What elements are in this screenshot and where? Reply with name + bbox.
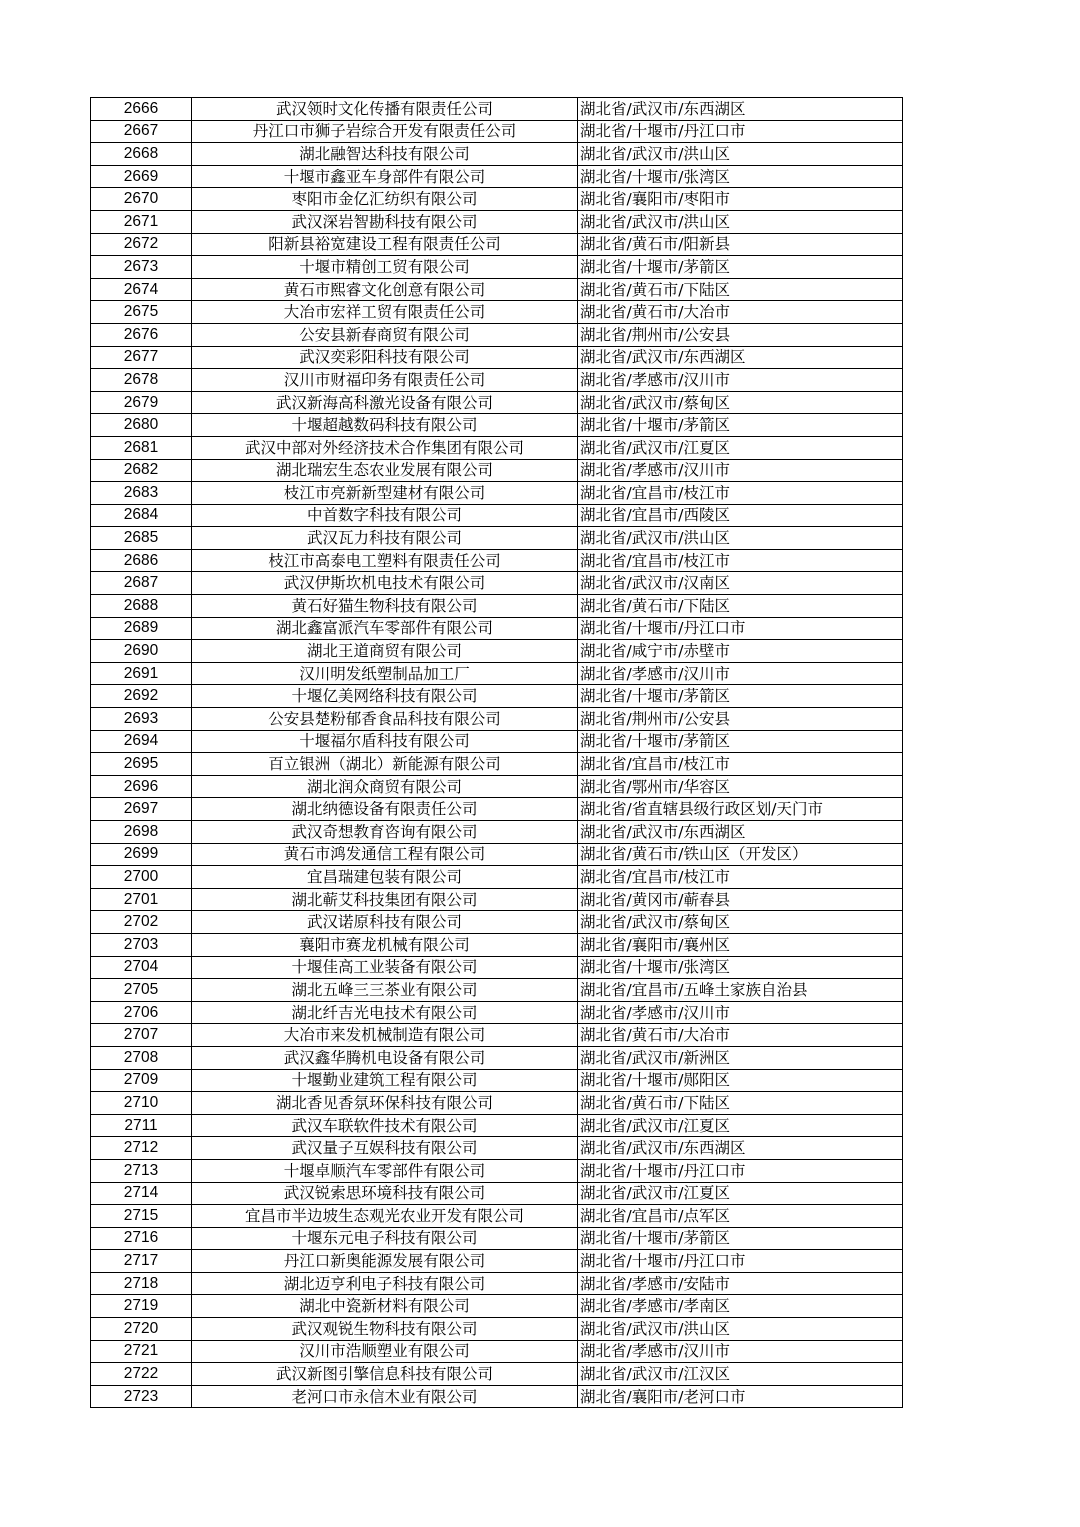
- row-number-cell: 2723: [91, 1385, 192, 1408]
- company-name-cell: 宜昌市半边坡生态观光农业开发有限公司: [192, 1205, 578, 1228]
- region-cell: 湖北省/武汉市/江夏区: [578, 436, 903, 459]
- region-cell: 湖北省/黄石市/阳新县: [578, 233, 903, 256]
- region-cell: 湖北省/襄阳市/襄州区: [578, 933, 903, 956]
- region-cell: 湖北省/武汉市/东西湖区: [578, 1137, 903, 1160]
- company-name-cell: 中首数字科技有限公司: [192, 504, 578, 527]
- row-number-cell: 2678: [91, 369, 192, 392]
- table-row: [91, 753, 903, 776]
- row-number-cell: 2689: [91, 617, 192, 640]
- company-name-cell: 武汉奇想教育咨询有限公司: [192, 821, 578, 844]
- table-row: [91, 775, 903, 798]
- table-row: [91, 120, 903, 143]
- row-number-cell: 2715: [91, 1205, 192, 1228]
- table-row: [91, 956, 903, 979]
- company-name-cell: 丹江口市狮子岩综合开发有限责任公司: [192, 120, 578, 143]
- row-number-cell: 2710: [91, 1092, 192, 1115]
- company-name-cell: 武汉诺原科技有限公司: [192, 911, 578, 934]
- row-number-cell: 2701: [91, 888, 192, 911]
- company-name-cell: 湖北鑫富派汽车零部件有限公司: [192, 617, 578, 640]
- company-name-cell: 老河口市永信木业有限公司: [192, 1385, 578, 1408]
- region-cell: 湖北省/襄阳市/枣阳市: [578, 188, 903, 211]
- row-number-cell: 2679: [91, 391, 192, 414]
- row-number-cell: 2707: [91, 1024, 192, 1047]
- table-row: [91, 165, 903, 188]
- company-name-cell: 武汉深岩智勘科技有限公司: [192, 210, 578, 233]
- table-row: [91, 1295, 903, 1318]
- company-name-cell: 黄石市鸿发通信工程有限公司: [192, 843, 578, 866]
- row-number-cell: 2681: [91, 436, 192, 459]
- region-cell: 湖北省/武汉市/洪山区: [578, 527, 903, 550]
- company-name-cell: 武汉车联软件技术有限公司: [192, 1114, 578, 1137]
- region-cell: 湖北省/十堰市/茅箭区: [578, 256, 903, 279]
- table-row: [91, 1205, 903, 1228]
- row-number-cell: 2686: [91, 549, 192, 572]
- region-cell: 湖北省/孝感市/孝南区: [578, 1295, 903, 1318]
- company-name-cell: 丹江口新奥能源发展有限公司: [192, 1250, 578, 1273]
- region-cell: 湖北省/孝感市/安陆市: [578, 1272, 903, 1295]
- row-number-cell: 2711: [91, 1114, 192, 1137]
- table-row: [91, 1227, 903, 1250]
- region-cell: 湖北省/十堰市/张湾区: [578, 165, 903, 188]
- company-name-cell: 十堰福尔盾科技有限公司: [192, 730, 578, 753]
- table-row: [91, 323, 903, 346]
- row-number-cell: 2705: [91, 979, 192, 1002]
- company-name-cell: 黄石好猫生物科技有限公司: [192, 595, 578, 618]
- company-name-cell: 武汉锐索思环境科技有限公司: [192, 1182, 578, 1205]
- table-row: [91, 188, 903, 211]
- row-number-cell: 2718: [91, 1272, 192, 1295]
- company-name-cell: 十堰勤业建筑工程有限公司: [192, 1069, 578, 1092]
- region-cell: 湖北省/襄阳市/老河口市: [578, 1385, 903, 1408]
- company-name-cell: 武汉领时文化传播有限责任公司: [192, 98, 578, 121]
- row-number-cell: 2687: [91, 572, 192, 595]
- region-cell: 湖北省/武汉市/新洲区: [578, 1046, 903, 1069]
- company-name-cell: 襄阳市赛龙机械有限公司: [192, 933, 578, 956]
- region-cell: 湖北省/武汉市/江夏区: [578, 1182, 903, 1205]
- region-cell: 湖北省/黄石市/大冶市: [578, 1024, 903, 1047]
- table-row: [91, 843, 903, 866]
- table-row: [91, 933, 903, 956]
- company-name-cell: 湖北王道商贸有限公司: [192, 640, 578, 663]
- table-row: [91, 1092, 903, 1115]
- row-number-cell: 2672: [91, 233, 192, 256]
- table-row: [91, 391, 903, 414]
- company-table: [90, 97, 903, 1408]
- row-number-cell: 2684: [91, 504, 192, 527]
- row-number-cell: 2704: [91, 956, 192, 979]
- table-row: [91, 233, 903, 256]
- table-row: [91, 1250, 903, 1273]
- company-name-cell: 汉川明发纸塑制品加工厂: [192, 662, 578, 685]
- company-name-cell: 十堰亿美网络科技有限公司: [192, 685, 578, 708]
- row-number-cell: 2674: [91, 278, 192, 301]
- row-number-cell: 2712: [91, 1137, 192, 1160]
- region-cell: 湖北省/武汉市/东西湖区: [578, 821, 903, 844]
- row-number-cell: 2714: [91, 1182, 192, 1205]
- region-cell: 湖北省/鄂州市/华容区: [578, 775, 903, 798]
- region-cell: 湖北省/武汉市/东西湖区: [578, 346, 903, 369]
- region-cell: 湖北省/孝感市/汉川市: [578, 1340, 903, 1363]
- row-number-cell: 2696: [91, 775, 192, 798]
- region-cell: 湖北省/十堰市/茅箭区: [578, 414, 903, 437]
- row-number-cell: 2680: [91, 414, 192, 437]
- table-row: [91, 459, 903, 482]
- region-cell: 湖北省/武汉市/洪山区: [578, 210, 903, 233]
- table-row: [91, 143, 903, 166]
- region-cell: 湖北省/武汉市/蔡甸区: [578, 391, 903, 414]
- row-number-cell: 2713: [91, 1159, 192, 1182]
- table-row: [91, 979, 903, 1002]
- region-cell: 湖北省/宜昌市/枝江市: [578, 549, 903, 572]
- region-cell: 湖北省/武汉市/东西湖区: [578, 98, 903, 121]
- row-number-cell: 2692: [91, 685, 192, 708]
- row-number-cell: 2719: [91, 1295, 192, 1318]
- company-name-cell: 武汉量子互娱科技有限公司: [192, 1137, 578, 1160]
- row-number-cell: 2673: [91, 256, 192, 279]
- table-row: [91, 1114, 903, 1137]
- company-name-cell: 武汉奕彩阳科技有限公司: [192, 346, 578, 369]
- table-row: [91, 640, 903, 663]
- company-name-cell: 公安县楚粉郁香食品科技有限公司: [192, 708, 578, 731]
- table-row: [91, 1340, 903, 1363]
- row-number-cell: 2716: [91, 1227, 192, 1250]
- region-cell: 湖北省/武汉市/江汉区: [578, 1363, 903, 1386]
- region-cell: 湖北省/宜昌市/五峰土家族自治县: [578, 979, 903, 1002]
- region-cell: 湖北省/省直辖县级行政区划/天门市: [578, 798, 903, 821]
- company-name-cell: 十堰市鑫亚车身部件有限公司: [192, 165, 578, 188]
- row-number-cell: 2682: [91, 459, 192, 482]
- company-name-cell: 汉川市财福印务有限责任公司: [192, 369, 578, 392]
- row-number-cell: 2670: [91, 188, 192, 211]
- row-number-cell: 2709: [91, 1069, 192, 1092]
- region-cell: 湖北省/宜昌市/西陵区: [578, 504, 903, 527]
- region-cell: 湖北省/十堰市/茅箭区: [578, 1227, 903, 1250]
- row-number-cell: 2669: [91, 165, 192, 188]
- company-name-cell: 十堰东元电子科技有限公司: [192, 1227, 578, 1250]
- row-number-cell: 2702: [91, 911, 192, 934]
- region-cell: 湖北省/十堰市/郧阳区: [578, 1069, 903, 1092]
- table-row: [91, 1182, 903, 1205]
- row-number-cell: 2667: [91, 120, 192, 143]
- region-cell: 湖北省/武汉市/江夏区: [578, 1114, 903, 1137]
- company-name-cell: 武汉瓦力科技有限公司: [192, 527, 578, 550]
- table-row: [91, 798, 903, 821]
- table-row: [91, 436, 903, 459]
- row-number-cell: 2703: [91, 933, 192, 956]
- company-name-cell: 枝江市高泰电工塑料有限责任公司: [192, 549, 578, 572]
- company-name-cell: 十堰佳高工业装备有限公司: [192, 956, 578, 979]
- row-number-cell: 2677: [91, 346, 192, 369]
- company-name-cell: 湖北纤吉光电技术有限公司: [192, 1001, 578, 1024]
- table-row: [91, 617, 903, 640]
- table-row: [91, 662, 903, 685]
- row-number-cell: 2675: [91, 301, 192, 324]
- table-row: [91, 1069, 903, 1092]
- company-name-cell: 湖北纳德设备有限责任公司: [192, 798, 578, 821]
- row-number-cell: 2708: [91, 1046, 192, 1069]
- table-row: [91, 1272, 903, 1295]
- region-cell: 湖北省/孝感市/汉川市: [578, 459, 903, 482]
- company-name-cell: 黄石市熙睿文化创意有限公司: [192, 278, 578, 301]
- company-name-cell: 百立银洲（湖北）新能源有限公司: [192, 753, 578, 776]
- row-number-cell: 2699: [91, 843, 192, 866]
- table-row: [91, 888, 903, 911]
- table-row: [91, 730, 903, 753]
- region-cell: 湖北省/黄石市/大冶市: [578, 301, 903, 324]
- row-number-cell: 2706: [91, 1001, 192, 1024]
- row-number-cell: 2676: [91, 323, 192, 346]
- region-cell: 湖北省/宜昌市/枝江市: [578, 753, 903, 776]
- table-row: [91, 301, 903, 324]
- region-cell: 湖北省/荆州市/公安县: [578, 323, 903, 346]
- region-cell: 湖北省/孝感市/汉川市: [578, 662, 903, 685]
- table-row: [91, 708, 903, 731]
- region-cell: 湖北省/黄石市/下陆区: [578, 278, 903, 301]
- row-number-cell: 2717: [91, 1250, 192, 1273]
- row-number-cell: 2691: [91, 662, 192, 685]
- company-name-cell: 汉川市浩顺塑业有限公司: [192, 1340, 578, 1363]
- company-name-cell: 湖北润众商贸有限公司: [192, 775, 578, 798]
- company-name-cell: 阳新县裕宽建设工程有限责任公司: [192, 233, 578, 256]
- table-row: [91, 1024, 903, 1047]
- region-cell: 湖北省/咸宁市/赤壁市: [578, 640, 903, 663]
- row-number-cell: 2693: [91, 708, 192, 731]
- company-name-cell: 湖北蕲艾科技集团有限公司: [192, 888, 578, 911]
- company-name-cell: 湖北香见香氛环保科技有限公司: [192, 1092, 578, 1115]
- table-row: [91, 504, 903, 527]
- table-row: [91, 414, 903, 437]
- table-row: [91, 866, 903, 889]
- table-row: [91, 1001, 903, 1024]
- table-row: [91, 1318, 903, 1341]
- table-row: [91, 278, 903, 301]
- company-name-cell: 枝江市亮新新型建材有限公司: [192, 482, 578, 505]
- company-name-cell: 枣阳市金亿汇纺织有限公司: [192, 188, 578, 211]
- row-number-cell: 2690: [91, 640, 192, 663]
- row-number-cell: 2700: [91, 866, 192, 889]
- region-cell: 湖北省/武汉市/蔡甸区: [578, 911, 903, 934]
- region-cell: 湖北省/武汉市/洪山区: [578, 143, 903, 166]
- company-name-cell: 十堰市精创工贸有限公司: [192, 256, 578, 279]
- company-name-cell: 宜昌瑞建包装有限公司: [192, 866, 578, 889]
- company-name-cell: 湖北迈亨利电子科技有限公司: [192, 1272, 578, 1295]
- table-row: [91, 572, 903, 595]
- company-name-cell: 湖北中瓷新材料有限公司: [192, 1295, 578, 1318]
- region-cell: 湖北省/宜昌市/枝江市: [578, 482, 903, 505]
- region-cell: 湖北省/宜昌市/枝江市: [578, 866, 903, 889]
- row-number-cell: 2668: [91, 143, 192, 166]
- region-cell: 湖北省/武汉市/汉南区: [578, 572, 903, 595]
- company-name-cell: 武汉伊斯坎机电技术有限公司: [192, 572, 578, 595]
- region-cell: 湖北省/十堰市/丹江口市: [578, 120, 903, 143]
- row-number-cell: 2722: [91, 1363, 192, 1386]
- company-name-cell: 十堰超越数码科技有限公司: [192, 414, 578, 437]
- company-name-cell: 湖北瑞宏生态农业发展有限公司: [192, 459, 578, 482]
- table-row: [91, 1385, 903, 1408]
- row-number-cell: 2720: [91, 1318, 192, 1341]
- row-number-cell: 2685: [91, 527, 192, 550]
- company-name-cell: 湖北融智达科技有限公司: [192, 143, 578, 166]
- region-cell: 湖北省/黄石市/下陆区: [578, 595, 903, 618]
- company-name-cell: 武汉观锐生物科技有限公司: [192, 1318, 578, 1341]
- table-row: [91, 821, 903, 844]
- table-row: [91, 1363, 903, 1386]
- region-cell: 湖北省/黄石市/铁山区（开发区）: [578, 843, 903, 866]
- company-table-body: [91, 98, 903, 1408]
- row-number-cell: 2721: [91, 1340, 192, 1363]
- table-row: [91, 98, 903, 121]
- company-name-cell: 湖北五峰三三茶业有限公司: [192, 979, 578, 1002]
- region-cell: 湖北省/十堰市/茅箭区: [578, 685, 903, 708]
- table-row: [91, 482, 903, 505]
- region-cell: 湖北省/十堰市/张湾区: [578, 956, 903, 979]
- table-row: [91, 256, 903, 279]
- table-row: [91, 527, 903, 550]
- table-row: [91, 1159, 903, 1182]
- table-row: [91, 369, 903, 392]
- company-name-cell: 武汉鑫华腾机电设备有限公司: [192, 1046, 578, 1069]
- row-number-cell: 2666: [91, 98, 192, 121]
- region-cell: 湖北省/荆州市/公安县: [578, 708, 903, 731]
- region-cell: 湖北省/宜昌市/点军区: [578, 1205, 903, 1228]
- row-number-cell: 2694: [91, 730, 192, 753]
- row-number-cell: 2695: [91, 753, 192, 776]
- company-name-cell: 武汉新海高科激光设备有限公司: [192, 391, 578, 414]
- company-name-cell: 十堰卓顺汽车零部件有限公司: [192, 1159, 578, 1182]
- region-cell: 湖北省/十堰市/丹江口市: [578, 1159, 903, 1182]
- region-cell: 湖北省/十堰市/丹江口市: [578, 617, 903, 640]
- company-name-cell: 大冶市来发机械制造有限公司: [192, 1024, 578, 1047]
- table-row: [91, 685, 903, 708]
- company-name-cell: 大冶市宏祥工贸有限责任公司: [192, 301, 578, 324]
- row-number-cell: 2697: [91, 798, 192, 821]
- table-row: [91, 1046, 903, 1069]
- company-name-cell: 武汉中部对外经济技术合作集团有限公司: [192, 436, 578, 459]
- company-name-cell: 公安县新春商贸有限公司: [192, 323, 578, 346]
- row-number-cell: 2671: [91, 210, 192, 233]
- table-row: [91, 911, 903, 934]
- region-cell: 湖北省/孝感市/汉川市: [578, 369, 903, 392]
- table-row: [91, 595, 903, 618]
- company-name-cell: 武汉新图引擎信息科技有限公司: [192, 1363, 578, 1386]
- table-row: [91, 1137, 903, 1160]
- region-cell: 湖北省/孝感市/汉川市: [578, 1001, 903, 1024]
- region-cell: 湖北省/十堰市/茅箭区: [578, 730, 903, 753]
- table-row: [91, 210, 903, 233]
- region-cell: 湖北省/十堰市/丹江口市: [578, 1250, 903, 1273]
- region-cell: 湖北省/武汉市/洪山区: [578, 1318, 903, 1341]
- region-cell: 湖北省/黄冈市/蕲春县: [578, 888, 903, 911]
- row-number-cell: 2683: [91, 482, 192, 505]
- table-row: [91, 549, 903, 572]
- row-number-cell: 2698: [91, 821, 192, 844]
- region-cell: 湖北省/黄石市/下陆区: [578, 1092, 903, 1115]
- row-number-cell: 2688: [91, 595, 192, 618]
- table-row: [91, 346, 903, 369]
